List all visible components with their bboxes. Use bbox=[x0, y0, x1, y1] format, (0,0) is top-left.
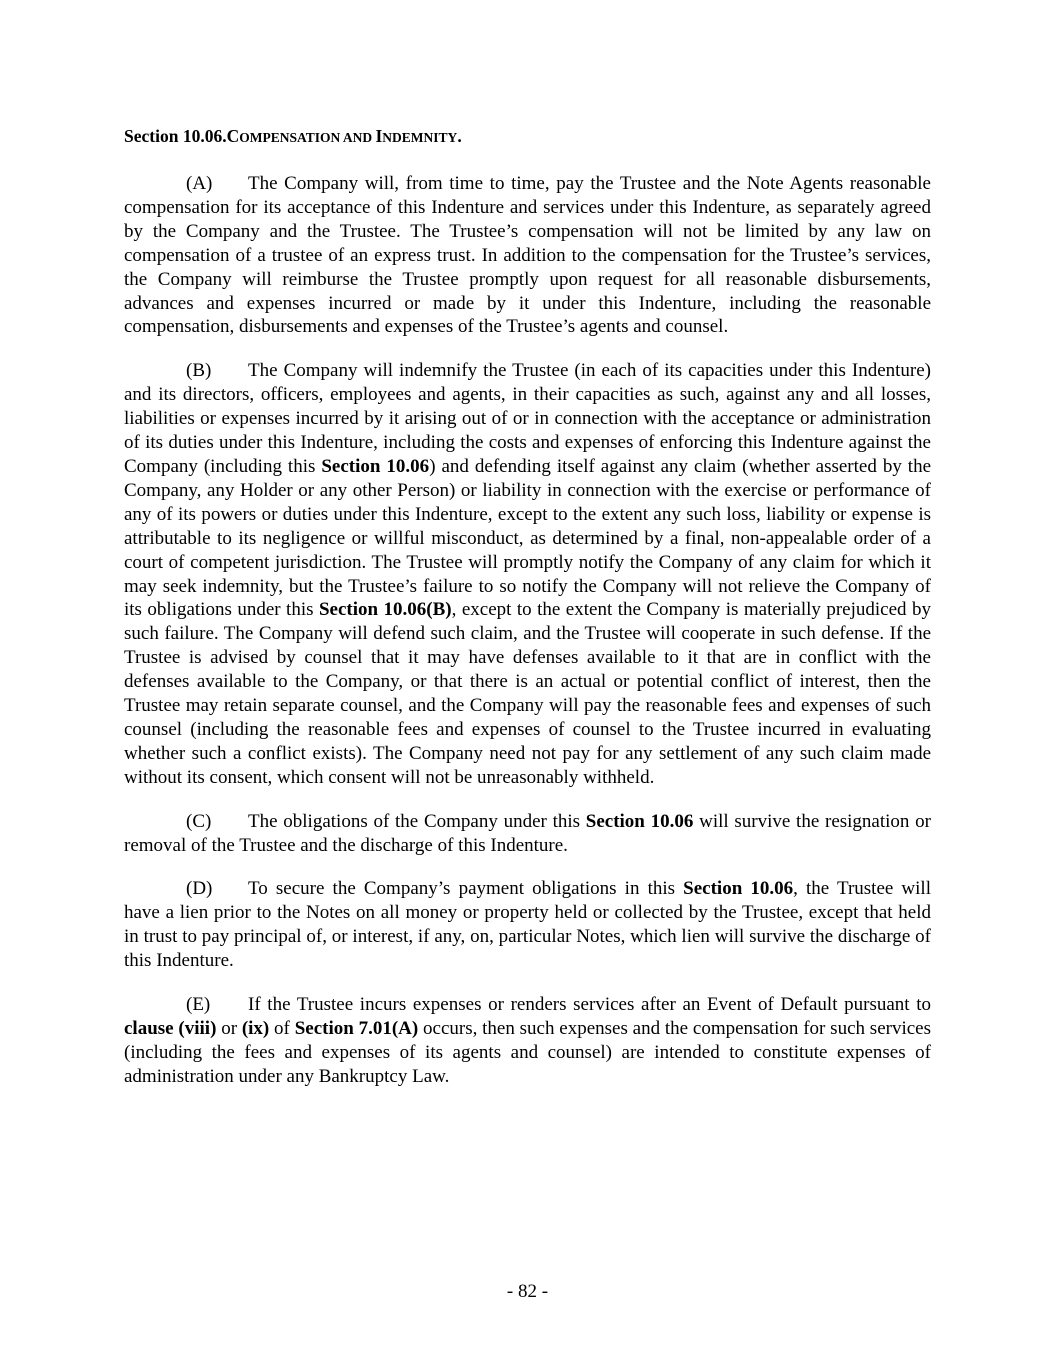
paragraph-text: To secure the Company’s payment obligations in this bbox=[248, 878, 684, 900]
paragraph-text: If the Trustee incurs expenses or renders services after an Event of Default pursuant to bbox=[248, 994, 931, 1016]
paragraph-d bbox=[124, 877, 931, 973]
paragraph-text: The Company will, from time to time, pay the Trustee and the Note Agents reasonable compensation for its acceptance of this Indenture and services under this Indenture, as separately agreed by the Company and the Trustee. The Trustee’s compensation will not be limited by any law on compensation of a trustee of an express trust. In addition to the compensation for the Trustee’s services, the Company will reimburse the Trustee promptly upon request for all reasonable disbursements, advances and expenses incurred or made by it under this Indenture, including the reasonable compensation, disbursements and expenses of the Trustee’s agents and counsel. bbox=[124, 173, 931, 338]
paragraph-text: The Company will indemnify the Trustee (in each of its capacities under this Indenture) and its directors, officers, employees and agents, in their capacities as such, against any and all losses, liabilities or expenses incurred by it arising out of or in connection with the acceptance or administration of its duties under this Indenture, including the costs and expenses of enforcing this Indenture against the Company (including this bbox=[124, 360, 931, 477]
paragraph-text: occurs, then such expenses and the compensation for such services (including the fees and expenses of its agents and counsel) are intended to constitute expenses of administration under any Bankruptcy Law. bbox=[124, 1018, 931, 1087]
section-title: COMPENSATION AND INDEMNITY. bbox=[226, 126, 462, 146]
body-paragraphs bbox=[124, 172, 931, 1089]
paragraph-text: will survive the resignation or removal of the Trustee and the discharge of this Indenture. bbox=[124, 810, 931, 856]
page-number: - 82 - bbox=[506, 1281, 549, 1302]
cross-reference: Section 10.06(B) bbox=[318, 599, 452, 621]
section-number: Section 10.06. bbox=[124, 126, 227, 146]
document-page bbox=[124, 124, 931, 1109]
paragraph-c bbox=[124, 810, 931, 858]
cross-reference: Section 10.06 bbox=[683, 878, 794, 900]
paragraph-label: (A) bbox=[186, 173, 213, 194]
cross-reference: (ix) bbox=[241, 1018, 270, 1039]
paragraph-text: ) and defending itself against any claim (whether asserted by the Company, any Holder or any other Person) or liability in connection with the exercise or performance of any of its powers or duties under this Indenture, except to the extent any such loss, liability or expense is attributable to its negligence or willful misconduct, as determined by a final, non-appealable order of a court of competent jurisdiction. The Trustee will promptly notify the Company of any claim for which it may seek indemnity, but the Trustee’s failure to so notify the Company will not relieve the Company of its obligations under this bbox=[124, 455, 931, 621]
paragraph-text: of bbox=[269, 1018, 295, 1039]
paragraph-text: , except to the extent the Company is materially prejudiced by such failure. The Company will defend such claim, and the Trustee will cooperate in such defense. If the Trustee is advised by counsel that it may have defenses available to it that are in conflict with the defenses available to the Company, or that there is an actual or potential conflict of interest, then the Trustee may retain separate counsel, and the Company will pay the reasonable fees and expenses of such counsel (including the reasonable fees and expenses of counsel to the Trustee incurred in evaluating whether such a conflict exists). The Company need not pay for any settlement of any such claim made without its consent, which consent will not be unreasonably withheld. bbox=[124, 599, 931, 788]
cross-reference: Section 10.06 bbox=[321, 455, 430, 477]
paragraph-text: , the Trustee will have a lien prior to the Notes on all money or property held or collected by the Trustee, except that held in trust to pay principal of, or interest, if any, on, particular Notes, which lien will survive the discharge of this Indenture. bbox=[124, 878, 931, 972]
cross-reference: Section 10.06 bbox=[585, 810, 694, 832]
paragraph-text: The obligations of the Company under this bbox=[248, 810, 586, 832]
paragraph-text: or bbox=[216, 1018, 242, 1039]
paragraph-label: (E) bbox=[186, 994, 211, 1016]
paragraph-a bbox=[124, 172, 931, 339]
paragraph-label: (B) bbox=[186, 360, 212, 382]
paragraph-label: (C) bbox=[186, 810, 212, 832]
section-heading bbox=[124, 124, 931, 150]
paragraph-b bbox=[124, 359, 931, 789]
paragraph-e bbox=[124, 993, 931, 1089]
cross-reference: clause (viii) bbox=[124, 1018, 217, 1039]
paragraph-label: (D) bbox=[186, 878, 213, 900]
cross-reference: Section 7.01(A) bbox=[294, 1018, 419, 1039]
